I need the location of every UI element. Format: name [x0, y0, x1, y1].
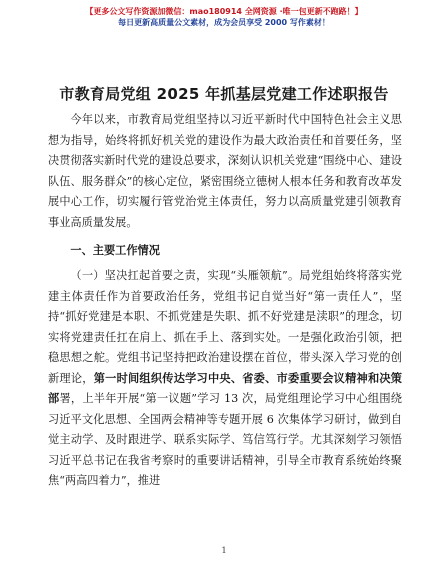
promo-line-2: 每日更新高质量公文素材，成为会员享受 2000 写作素材！ — [118, 18, 330, 27]
promo-banner — [0, 6, 448, 28]
paragraph-text-part2: 署，上半年开展“第一议题”学习 13 次，局党组理论学习中心组围绕习近平文化思想、全国两会精神等专题开展 6 次集体学习研讨，做到自觉主动学、及时跟进学、联系实际学、笃信笃行学。尤其深刻学习领悟习近平总书记在我省考察时的重要讲话精神，引导全市教育系统始终聚焦“两高四着力”，推进 — [48, 392, 402, 487]
section-heading: 一、主要工作情况 — [70, 244, 160, 257]
document-title: 市教育局党组 2025 年抓基层党建工作述职报告 — [59, 85, 389, 103]
document-body — [48, 110, 402, 492]
paragraph-text-part1: （一）坚决扛起首要之责，实现“头雁领航”。局党组始终将落实党建主体责任作为首要政治任务，党组书记自觉当好“第一责任人”，坚持“抓好党建是本职、不抓党建是失职、抓不好党建是渎职”的理念，切实将党建责任扛在肩上、抓在手上、落到实处。一是强化政治引领，把稳思想之舵。党组书记坚持把政治建设摆在首位，带头深入学习党的创新理论， — [48, 269, 402, 385]
page-number: 1 — [221, 546, 227, 555]
promo-line-1: 【更多公文写作资源加微信：mao180914 全网资源 ·唯一包更新不跑路！】 — [85, 7, 363, 16]
paragraph-bold-text: 第一时间组织传达学习中央、省委、市委重要会议精神和决策部 — [48, 371, 402, 405]
section-paragraph — [48, 266, 402, 492]
intro-paragraph: 今年以来，市教育局党组坚持以习近平新时代中国特色社会主义思想为指导，始终将抓好机关党的建设作为最大政治责任和首要任务，坚决贯彻落实新时代党的建设总要求，深刻认识机关党建“围绕中心、建设队伍、服务群众”的核心定位，紧密围绕立德树人根本任务和教育改革发展中心工作，切实履行管党治党主体责任，努力以高质量党建引领教育事业高质量发展。 — [48, 113, 402, 229]
